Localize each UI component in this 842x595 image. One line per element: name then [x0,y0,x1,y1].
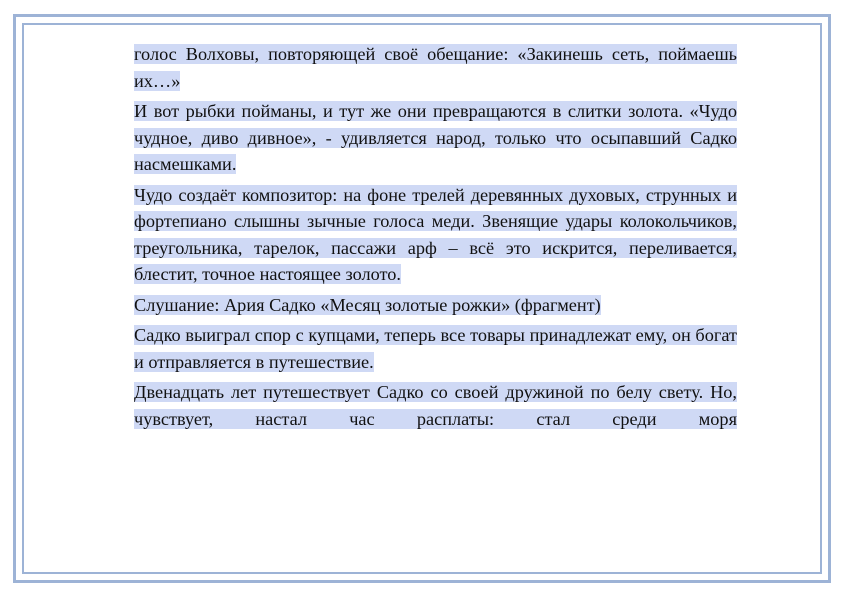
paragraph-2: И вот рыбки пойманы, и тут же они превращаются в слитки золота. «Чудо чудное, диво дивное», - удивляется народ, только что осыпавший Садко насмешками. [134,101,737,174]
paragraph-1: голос Волховы, повторяющей своё обещание: «Закинешь сеть, поймаешь их…» [134,44,737,91]
paragraph-5: Садко выиграл спор с купцами, теперь все товары принадлежат ему, он богат и отправляется в путешествие. [134,325,737,372]
paragraph-4: Слушание: Ария Садко «Месяц золотые рожки» (фрагмент) [134,294,601,315]
slide-text-block [134,41,737,436]
paragraph-6: Двенадцать лет путешествует Садко со своей дружиной по белу свету. Но, чувствует, настал час расплаты: стал среди моря [134,382,737,429]
paragraph-3: Чудо создаёт композитор: на фоне трелей деревянных духовых, струнных и фортепиано слышны зычные голоса меди. Звенящие удары колокольчиков, треугольника, тарелок, пассажи арф – всё это искрится, переливается, блестит, точное настоящее золото. [134,184,737,284]
